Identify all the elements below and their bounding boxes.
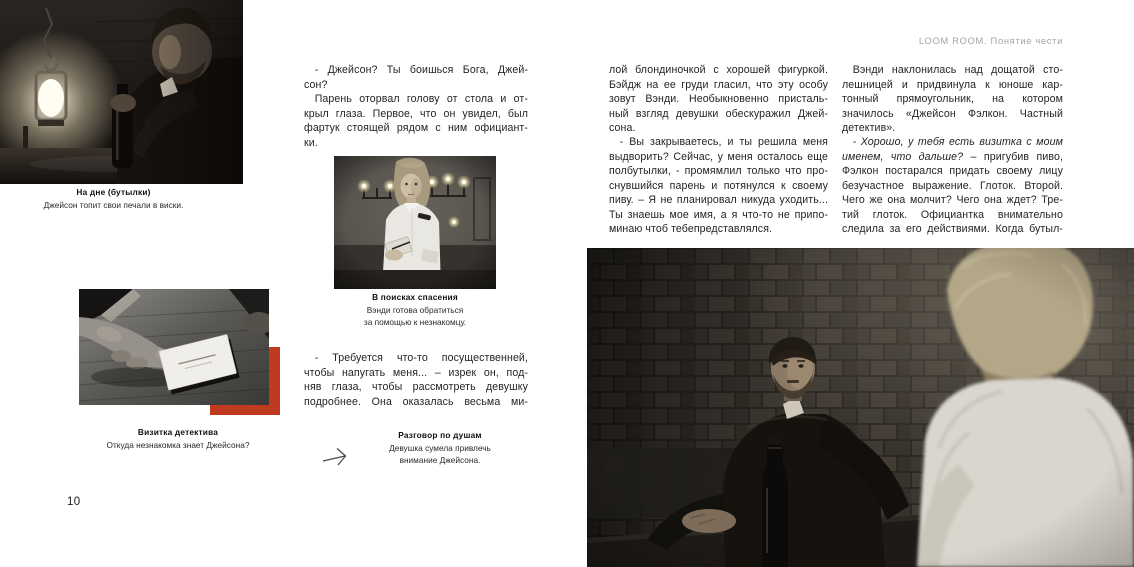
right-col2-para2 (842, 135, 1063, 237)
caption-talk-title: Разговор по душам (398, 430, 482, 440)
photo-business-card (79, 289, 269, 405)
column-text-top-2 (304, 92, 528, 150)
caption-card (58, 426, 298, 452)
paragraph: - Хорошо, у тебя есть визитка с моим именем, что дальше? – пригубив пиво, Фэлкон постарался придать своему лицу безучастное выражение. Глоток. Второй. Чего же она молчит? Чего она ждет? Тре- тий глоток. Официантка внимательно следила за его действиями. Когда бутыл- (842, 136, 1063, 235)
column-text-bottom (304, 351, 528, 409)
right-col1-para2 (609, 135, 828, 237)
page-number: 10 (67, 496, 81, 508)
caption-bottle-text: Джейсон топит свои печали в виски. (43, 200, 184, 210)
caption-talk (360, 429, 520, 466)
caption-waitress (334, 291, 496, 328)
arrow-right-icon (322, 447, 348, 467)
caption-card-text: Откуда незнакомка знает Джейсона? (106, 440, 250, 450)
caption-waitress-text: Вэнди готова обратиться за помощью к незнакомцу. (363, 305, 467, 327)
photo-jason-drinking (0, 0, 243, 184)
column-text-top (304, 63, 528, 92)
paragraph: Парень оторвал голову от стола и от- крыл глаза. Первое, что он увидел, был фартук стоящей рядом с ним официант- ки. (304, 93, 528, 149)
paragraph: Вэнди наклонилась над дощатой сто- лешницей и придвинула к юноше кар- тонный прямоугольник, на котором значилось «Джейсон Фэлкон. Частный детектив». (842, 64, 1063, 134)
paragraph: - Джейсон? Ты боишься Бога, Джей- сон? (304, 64, 528, 91)
photo-waitress (334, 156, 496, 289)
paragraph: - Требуется что-то посущественней, чтобы напугать меня... – изрек он, под- няв глаза, чтобы рассмотреть девушку подробнее. Она оказалась весьма ми- (304, 352, 528, 408)
caption-bottle (0, 186, 227, 212)
caption-waitress-title: В поисках спасения (372, 292, 458, 302)
paragraph: - Вы закрываетесь, и ты решила меня выдворить? Сейчас, у меня осталось еще полбутылки, - промямлил только что про- снувшийся парень и потянулся к своему пиву. – Я не планировал никуда уходить... Ты знаешь мое имя, а я что-то не припо- минаю чтоб тебепредставлялся. (609, 136, 828, 235)
right-col1-para1 (609, 63, 828, 136)
right-col2-para1 (842, 63, 1063, 136)
running-header: LOOM ROOM. Понятие чести (918, 36, 1063, 46)
photo-bar-conversation (587, 248, 1134, 567)
caption-talk-text: Девушка сумела привлечь внимание Джейсона. (389, 443, 491, 465)
caption-bottle-title: На дне (бутылки) (76, 187, 151, 197)
caption-card-title: Визитка детектива (137, 427, 219, 437)
paragraph: лой блондиночкой с хорошей фигуркой. Бэйдж на ее груди гласил, что эту особу зовут Вэнди. Необыкновенно присталь- ный взгляд девушки обескуражил Джей- сона. (609, 64, 828, 134)
